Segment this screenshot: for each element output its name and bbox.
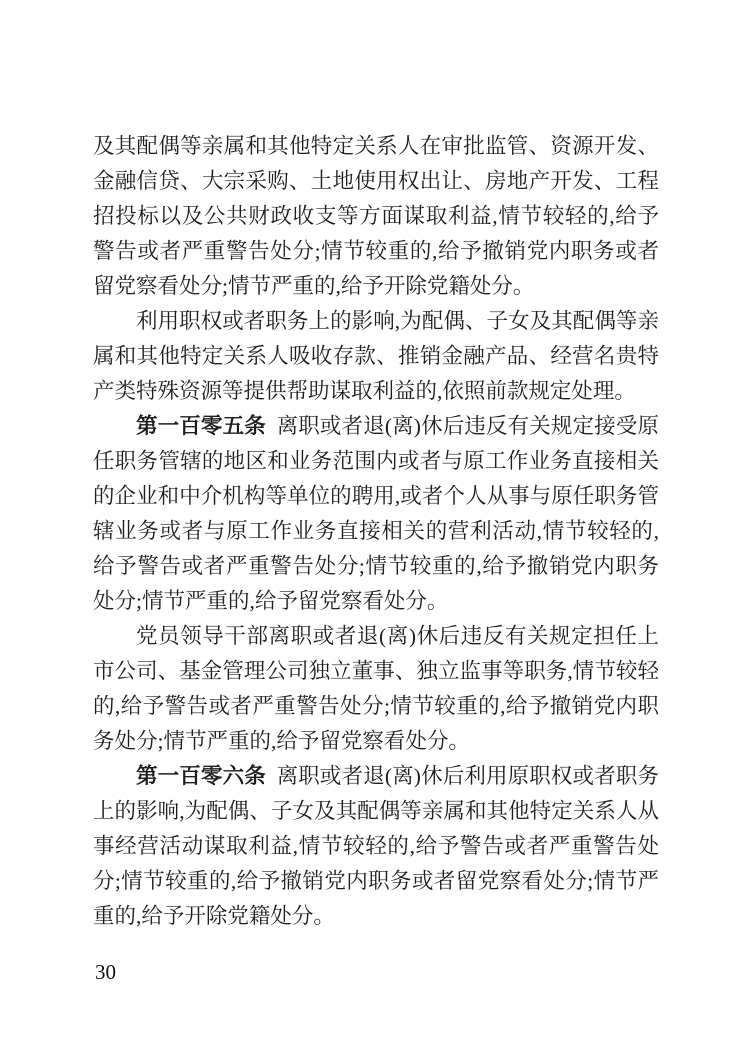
paragraph-article-105 (93, 409, 659, 619)
paragraph-text: 离职或者退(离)休后违反有关规定接受原任职务管辖的地区和业务范围内或者与原工作业务直接相关的企业和中介机构等单位的聘用,或者个人从事与原任职务管辖业务或者与原工作业务直接相关的营利活动,情节较轻的,给予警告或者严重警告处分;情节较重的,给予撤销党内职务处分;情节严重的,给予留党察看处分。 (93, 414, 659, 613)
paragraph (93, 619, 659, 759)
article-number: 第一百零五条 (136, 414, 266, 438)
page-number: 30 (95, 960, 116, 984)
body-text (93, 129, 659, 934)
paragraph-article-106 (93, 759, 659, 934)
paragraph-continuation (93, 129, 659, 304)
paragraph (93, 304, 659, 409)
article-number: 第一百零六条 (136, 764, 266, 788)
paragraph-text: 利用职权或者职务上的影响,为配偶、子女及其配偶等亲属和其他特定关系人吸收存款、推销金融产品、经营名贵特产类特殊资源等提供帮助谋取利益的,依照前款规定处理。 (93, 309, 659, 403)
paragraph-text: 及其配偶等亲属和其他特定关系人在审批监管、资源开发、金融信贷、大宗采购、土地使用权出让、房地产开发、工程招投标以及公共财政收支等方面谋取利益,情节较轻的,给予警告或者严重警告处分;情节较重的,给予撤销党内职务或者留党察看处分;情节严重的,给予开除党籍处分。 (93, 134, 659, 298)
paragraph-text: 离职或者退(离)休后利用原职权或者职务上的影响,为配偶、子女及其配偶等亲属和其他特定关系人从事经营活动谋取利益,情节较轻的,给予警告或者严重警告处分;情节较重的,给予撤销党内职务或者留党察看处分;情节严重的,给予开除党籍处分。 (93, 764, 659, 928)
paragraph-text: 党员领导干部离职或者退(离)休后违反有关规定担任上市公司、基金管理公司独立董事、独立监事等职务,情节较轻的,给予警告或者严重警告处分;情节较重的,给予撤销党内职务处分;情节严重的,给予留党察看处分。 (93, 624, 659, 753)
